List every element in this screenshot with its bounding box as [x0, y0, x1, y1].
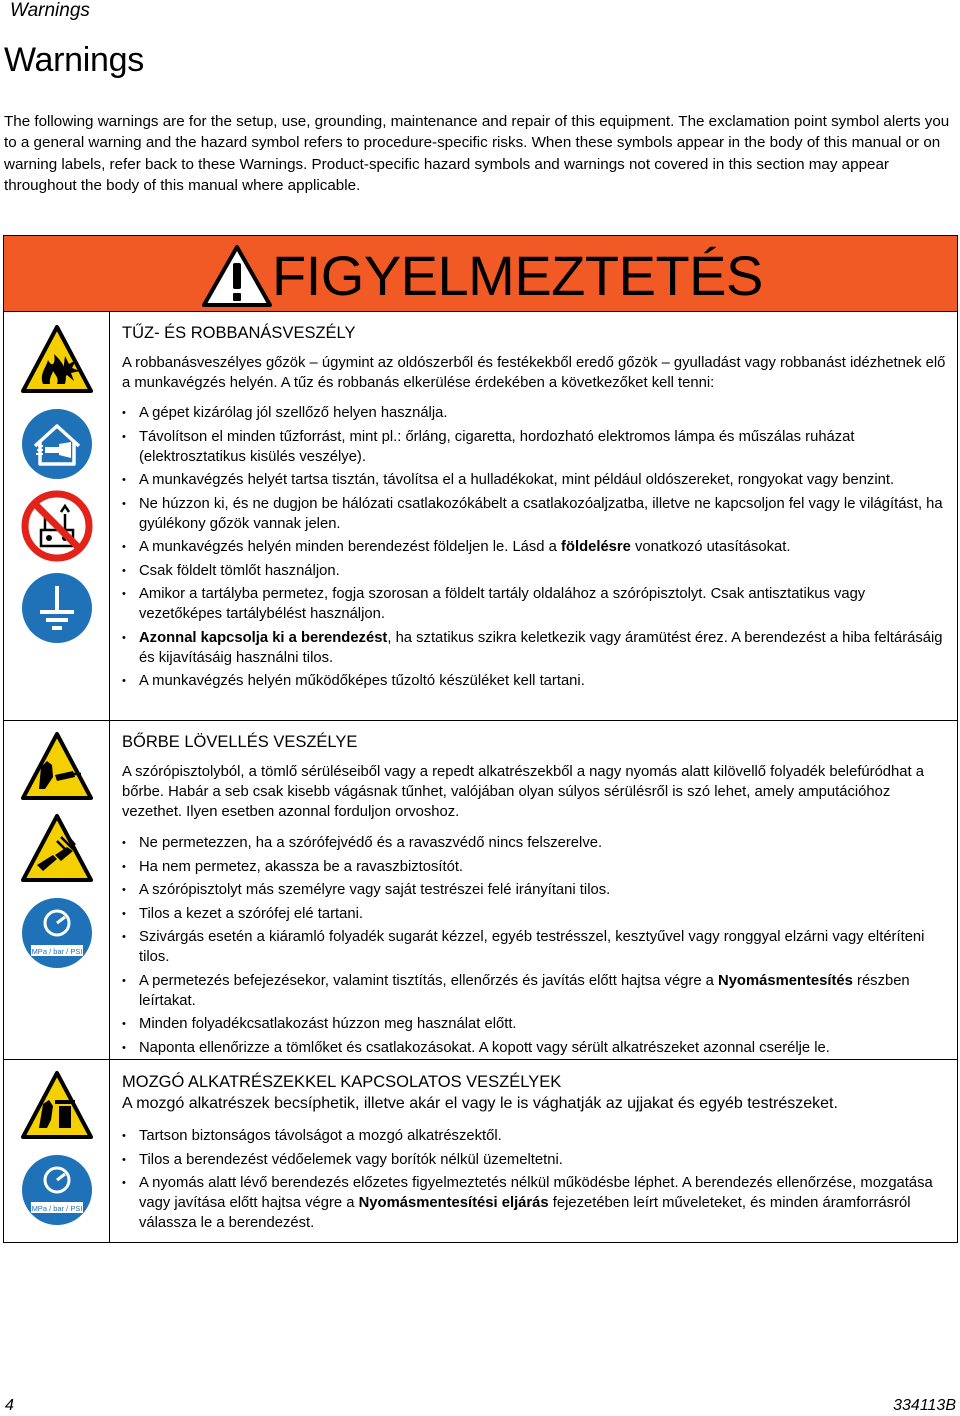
pressure-relief-icon: [21, 1154, 93, 1226]
list-item: • Csak földelt tömlőt használjon.: [122, 561, 947, 581]
warnings-table: [3, 235, 958, 1243]
moving-parts-description: A mozgó alkatrészek becsíphetik, illetve akár el vagy le is vághatják az ujjakat és egyéb testrészeket.: [122, 1095, 838, 1112]
fire-hazard-icons: [4, 312, 110, 755]
fire-hazard-title: TŰZ- ÉS ROBBANÁSVESZÉLY: [122, 324, 356, 342]
skin-injection-icons: [4, 721, 110, 1059]
pressure-units-label: MPa / bar / PSI: [31, 947, 83, 956]
page-title: Warnings: [4, 41, 144, 79]
fire-hazard-description: A robbanásveszélyes gőzök – úgymint az oldószerből és festékekből eredő gőzök – gyulladást vagy robbanást idézhetnek elő a munkavégzés helyén. A tűz és robbanás elkerülése érdekében a következőket kell tenni:: [122, 355, 946, 391]
page-number: 4: [5, 1397, 14, 1414]
list-item: • Ha nem permetez, akassza be a ravaszbiztosítót.: [122, 857, 947, 877]
list-item: • A gépet kizárólag jól szellőző helyen használja.: [122, 403, 947, 423]
skin-injection-row: [4, 720, 957, 1059]
pressure-units-label: MPa / bar / PSI: [31, 1204, 83, 1213]
ventilation-icon: [21, 408, 93, 480]
spray-gun-hazard-icon: [21, 813, 93, 885]
list-item: • Azonnal kapcsolja ki a berendezést, ha sztatikus szikra keletkezik vagy áramütést érez. A berendezést a hiba feltárásáig és kijavításáig használni tilos.: [122, 628, 947, 668]
ground-equipment-icon: [21, 572, 93, 644]
moving-parts-row: [4, 1059, 957, 1242]
list-item: • Minden folyadékcsatlakozást húzzon meg használat előtt.: [122, 1014, 947, 1034]
list-item: • A munkavégzés helyét tartsa tisztán, távolítsa el a hulladékokat, mint például oldószereket, rongyokat vagy benzint.: [122, 470, 947, 490]
list-item: • A permetezés befejezésekor, valamint tisztítás, ellenőrzés és javítás előtt hajtsa végre a Nyomásmentesítés részben leírtakat.: [122, 971, 947, 1011]
pressure-relief-icon: [21, 897, 93, 969]
fire-hazard-list: [122, 403, 947, 691]
signal-word: FIGYELMEZTETÉS: [272, 244, 763, 307]
list-item: • Tilos a kezet a szórófej elé tartani.: [122, 904, 947, 924]
list-item: • A munkavégzés helyén minden berendezést földeljen le. Lásd a földelésre vonatkozó utasításokat.: [122, 537, 947, 557]
explosion-fire-hazard-icon: [21, 324, 93, 396]
document-number: 334113B: [893, 1397, 956, 1414]
running-header: Warnings: [10, 0, 90, 21]
list-item: • A szórópisztolyt más személyre vagy saját testrészei felé irányítani tilos.: [122, 880, 947, 900]
skin-injection-list: [122, 833, 947, 1058]
list-item: • Ne húzzon ki, és ne dugjon be hálózati csatlakozókábelt a csatlakozóaljzatba, illetve ne kapcsoljon fel vagy le világítást, ha gyúlékony gőzök vannak jelen.: [122, 494, 947, 534]
list-item: • Naponta ellenőrizze a tömlőket és csatlakozásokat. A kopott vagy sérült alkatrészeket azonnal cserélje le.: [122, 1038, 947, 1058]
warning-triangle-icon: [201, 244, 273, 308]
pressure-relief-procedure-reference: Nyomásmentesítési eljárás: [358, 1195, 549, 1211]
work-area-term: munkavégzés helyén: [134, 375, 274, 391]
moving-parts-icons: [4, 1060, 110, 1242]
no-ignition-sources-icon: [21, 490, 93, 562]
intro-paragraph: The following warnings are for the setup, use, grounding, maintenance and repair of this equipment. The exclamation point symbol alerts you to a general warning and the hazard symbol refers to procedure-specific risks. When these symbols appear in the body of this manual or on warning labels, refer back to these Warnings. Product-specific hazard symbols and warnings not covered in this section may appear throughout the body of this manual where applicable.: [4, 113, 950, 194]
grounding-reference: földelésre: [561, 539, 631, 555]
list-item: • Amikor a tartályba permetez, fogja szorosan a földelt tartály oldalához a szórópisztolyt. Csak antisztatikus vagy vezetőképes tartálybélést használjon.: [122, 584, 947, 624]
list-item: • A nyomás alatt lévő berendezés előzetes figyelmeztetés nélkül működésbe léphet. A berendezés ellenőrzése, mozgatása vagy javítása előtt hajtsa végre a Nyomásmentesítési eljárás fejezetében leírt műveleteket, és minden áramforrásról válassza le a berendezést.: [122, 1173, 947, 1233]
list-item: • Szivárgás esetén a kiáramló folyadék sugarát kézzel, egyéb testrésszel, kesztyűvel vagy ronggyal elzárni vagy eltéríteni tilos.: [122, 927, 947, 967]
signal-banner: [4, 236, 957, 312]
list-item: • Ne permetezzen, ha a szórófejvédő és a ravaszvédő nincs felszerelve.: [122, 833, 947, 853]
moving-parts-list: [122, 1126, 947, 1233]
seek-medical-note: Ilyen esetben azonnal forduljon orvoshoz.: [186, 804, 460, 820]
skin-injection-title: BŐRBE LÖVELLÉS VESZÉLYE: [122, 733, 358, 751]
list-item: • Tilos a berendezést védőelemek vagy borítók nélkül üzemeltetni.: [122, 1150, 947, 1170]
list-item: • A munkavégzés helyén működőképes tűzoltó készüléket kell tartani.: [122, 671, 947, 691]
skin-injection-hazard-icon: [21, 731, 93, 803]
fire-hazard-row: [4, 312, 957, 755]
pressure-relief-reference: Nyomásmentesítés: [718, 972, 853, 989]
moving-parts-title: MOZGÓ ALKATRÉSZEKKEL KAPCSOLATOS VESZÉLYEK: [122, 1073, 562, 1091]
skin-injection-description: A szórópisztolyból, a tömlő sérüléseiből vagy a repedt alkatrészekből a nagy nyomás alatt kilövellő folyadék belefúródhat a bőrbe. Habár a seb csak kisebb vágásnak tűnhet, valójában olyan súlyos sérülésről is szó lehet, amely amputációhoz vezethet. Ilyen esetben azonnal forduljon orvoshoz.: [122, 764, 924, 820]
moving-parts-hazard-icon: [21, 1070, 93, 1142]
list-item: • Távolítson el minden tűzforrást, mint pl.: őrláng, cigaretta, hordozható elektromos lámpa és műszálas ruházat (elektrosztatikus kisülés veszélye).: [122, 427, 947, 467]
list-item: • Tartson biztonságos távolságot a mozgó alkatrészektől.: [122, 1126, 947, 1146]
